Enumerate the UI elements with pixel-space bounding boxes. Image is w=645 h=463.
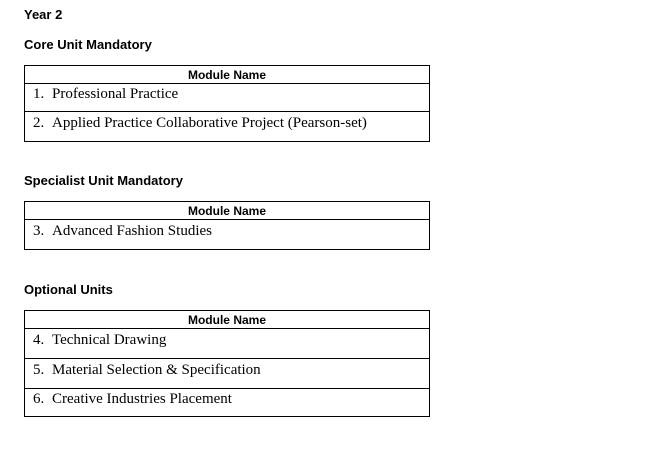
- table-row: [25, 359, 430, 389]
- module-name: Advanced Fashion Studies: [52, 223, 212, 239]
- specialist-unit-heading: Specialist Unit Mandatory: [24, 173, 183, 188]
- module-name: Material Selection & Specification: [52, 362, 261, 378]
- module-number: 4.: [33, 332, 45, 348]
- module-cell: [25, 220, 430, 250]
- table-row: [25, 329, 430, 359]
- year-heading: Year 2: [24, 7, 63, 22]
- module-cell: [25, 359, 430, 389]
- module-number: 5.: [33, 362, 45, 378]
- module-number: 6.: [33, 391, 45, 407]
- core-unit-heading: Core Unit Mandatory: [24, 37, 152, 52]
- module-name-header: Module Name: [25, 202, 430, 220]
- optional-units-heading: Optional Units: [24, 282, 113, 297]
- specialist-unit-table: [24, 201, 430, 250]
- table-row: [25, 84, 430, 112]
- module-number: 3.: [33, 223, 45, 239]
- module-number: 2.: [33, 115, 45, 131]
- module-name-header: Module Name: [25, 66, 430, 84]
- module-cell: [25, 84, 430, 112]
- module-name: Technical Drawing: [52, 332, 167, 348]
- table-row: [25, 112, 430, 142]
- module-cell: [25, 112, 430, 142]
- optional-units-table: [24, 310, 430, 417]
- module-name: Applied Practice Collaborative Project (Pearson-set): [52, 115, 367, 131]
- module-cell: [25, 389, 430, 417]
- module-name: Professional Practice: [52, 86, 179, 102]
- module-name-header: Module Name: [25, 311, 430, 329]
- module-cell: [25, 329, 430, 359]
- module-number: 1.: [33, 86, 45, 102]
- table-row: [25, 389, 430, 417]
- table-row: [25, 220, 430, 250]
- core-unit-table: [24, 65, 430, 142]
- module-name: Creative Industries Placement: [52, 391, 232, 407]
